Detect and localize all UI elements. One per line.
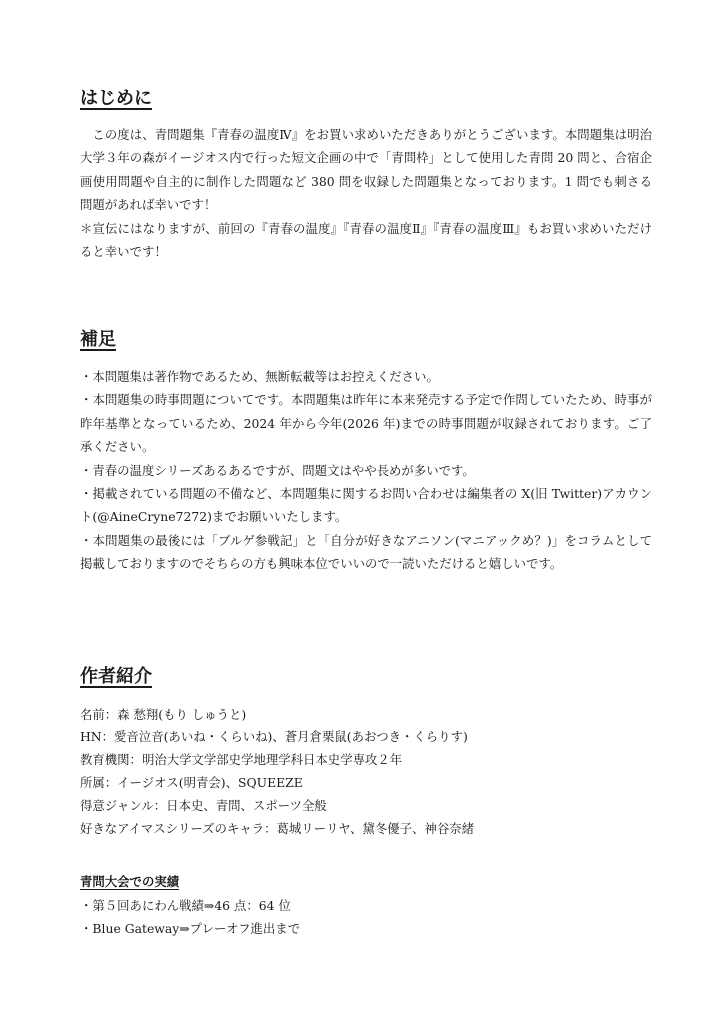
supplement-item: ・本問題集の時事問題についてです。本問題集は昨年に本来発売する予定で作問していたため、時事が昨年基準となっているため、2024 年から今年(2026 年)までの時事問題が収録されております。ご了承ください。 [80,392,652,455]
author-genre: 得意ジャンル：日本史、青問、スポーツ全般 [80,798,327,813]
supplement-item: ・本問題集は著作物であるため、無断転載等はお控えください。 [80,369,439,384]
author-school: 教育機関：明治大学文学部史学地理学科日本史学専攻２年 [80,752,403,767]
results-heading: 青問大会での実績 [80,874,180,889]
supplement-heading: 補足 [80,329,116,350]
author-handle: HN：愛音泣音(あいね・くらいね)、蒼月倉栗鼠(あおつき・くらりす) [80,729,468,744]
supplement-list [80,365,652,576]
author-favorite: 好きなアイマスシリーズのキャラ：葛城リーリヤ、黛冬優子、神谷奈緒 [80,821,475,836]
results-item: ・Blue Gateway⇒プレーオフ進出まで [80,921,301,936]
author-heading: 作者紹介 [80,666,152,687]
results-item: ・第５回あにわん戦績⇒46 点：64 位 [80,898,291,913]
supplement-item: ・青春の温度シリーズあるあるですが、問題文はやや長めが多いです。 [80,462,475,478]
intro-heading: はじめに [80,88,152,109]
intro-body [80,123,652,263]
author-affiliation: 所属：イージオス(明青会)、SQUEEZE [80,775,303,790]
supplement-item: ・掲載されている問題の不備など、本問題集に関するお問い合わせは編集者の X(旧 Twitter)アカウント(@AineCryne7272)までお願いいたします。 [80,486,652,525]
intro-note: ＊宣伝にはなりますが、前回の『青春の温度』『青春の温度Ⅱ』『青春の温度Ⅲ』もお買い求めいただけると幸いです！ [80,220,652,260]
intro-paragraph: この度は、青問題集『青春の温度Ⅳ』をお買い求めいただきありがとうございます。本問題集は明治大学３年の森がイージオス内で行った短文企画の中で「青問枠」として使用した青問 20 問と、合宿企画使用問題や自主的に制作した問題など 380 問を収録した問題集となっております。1 問でも刺さる問題があれば幸いです！ [80,127,652,213]
author-name: 名前：森 愁翔(もり しゅうと) [80,707,247,722]
supplement-item: ・本問題集の最後には「ブルゲ参戦記」と「自分が好きなアニソン(マニアックめ？)」をコラムとして掲載しておりますのでそちらの方も興味本位でいいので一読いただけると嬉しいです。 [80,532,652,572]
